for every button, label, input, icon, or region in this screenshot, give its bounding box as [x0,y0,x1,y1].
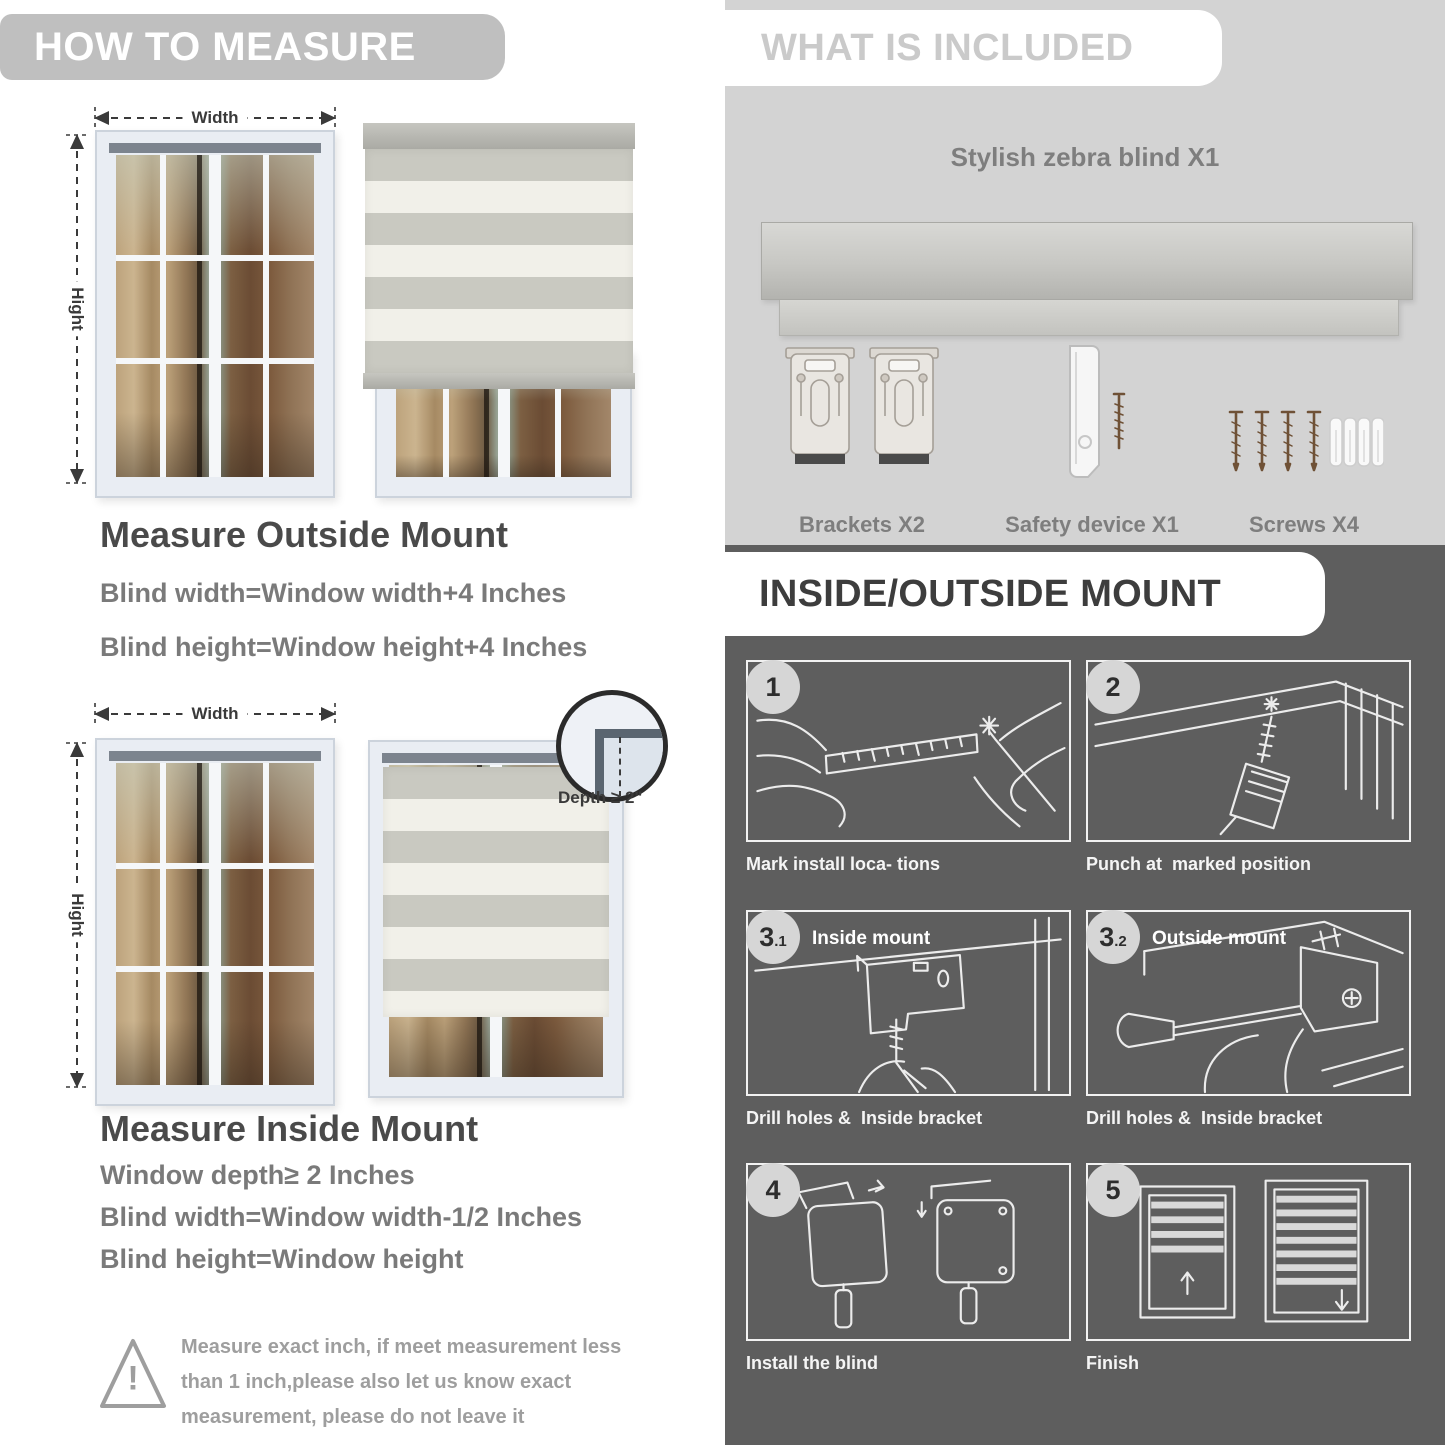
step-number-badge: 3 .2 [1086,910,1140,964]
how-to-measure-header: HOW TO MEASURE [0,14,505,80]
blind-bottom-rail [363,373,635,389]
window-illustration-inside [95,738,335,1106]
step-caption: Mark install loca- tions [746,854,941,874]
up-arrow-icon [1182,1273,1194,1295]
step-3-1 [746,910,1071,1129]
step-number-badge: 2 [1086,660,1140,714]
step-title: Outside mount [1152,928,1287,949]
step-caption: Install the blind [746,1353,879,1373]
depth-note: Depth ≥ 2" [558,788,643,807]
brackets-label: Brackets X2 [799,512,925,537]
blind-fabric [365,149,633,373]
warning-triangle-icon [98,1334,168,1414]
window-illustration-outside [95,130,335,498]
height-arrow [64,132,90,486]
step-1 [746,660,1071,875]
step-2 [1086,660,1411,875]
bracket-icon [784,342,856,472]
safety-device-icon [1064,338,1134,484]
step-number-badge: 1 [746,660,800,714]
step-caption: Drill holes & Inside bracket [1086,1108,1323,1128]
warning-exclamation: ! [127,1359,139,1398]
width-label: Width [182,108,247,128]
screw-icon [1224,408,1384,480]
inside-rule-height: Blind height=Window height [100,1244,464,1274]
outside-rule-height: Blind height=Window height+4 Inches [100,632,588,662]
outside-rule-width: Blind width=Window width+4 Inches [100,578,567,608]
height-label: Hight [67,887,87,942]
width-label: Width [182,704,247,724]
zebra-blind-outside-illustration [363,123,635,389]
blind-cassette [363,123,635,149]
step-title: Inside mount [812,928,931,949]
window-top-track [109,143,321,153]
step-3-2 [1086,910,1411,1129]
bracket-icon [868,342,940,472]
step-2-panel [1086,660,1411,842]
step-3-2-panel [1086,910,1411,1096]
inside-rule-width: Blind width=Window width-1/2 Inches [100,1202,583,1232]
window-glass [116,155,314,477]
step-5 [1086,1163,1411,1374]
step-caption: Finish [1086,1353,1139,1373]
inside-mount-heading: Measure Inside Mount [100,1108,479,1149]
step-4 [746,1163,1071,1374]
blind-headrail-illustration [761,222,1413,300]
outside-mount-heading: Measure Outside Mount [100,514,509,555]
step-number-badge: 3 .1 [746,910,800,964]
inside-rule-depth: Window depth≥ 2 Inches [100,1160,415,1190]
step-caption: Punch at marked position [1086,854,1312,874]
step-4-panel [746,1163,1071,1341]
height-label: Hight [67,281,87,336]
safety-device-label: Safety device X1 [1005,512,1179,537]
blind-headrail-bottom [779,300,1399,336]
step-number-badge: 5 [1086,1163,1140,1217]
window-top-track [109,751,321,761]
down-arrow-icon [1336,1290,1348,1310]
step-5-panel [1086,1163,1411,1341]
screws-label: Screws X4 [1248,512,1360,537]
width-arrow [92,702,338,726]
what-is-included-header: WHAT IS INCLUDED [725,10,1222,86]
step-number-badge: 4 [746,1163,800,1217]
width-arrow [92,106,338,130]
step-1-panel [746,660,1071,842]
step-caption: Drill holes & Inside bracket [746,1108,983,1128]
warning-text: Measure exact inch, if meet measurement less than 1 inch,please also let us know exact measurement, please do not leave it [181,1336,622,1428]
depth-detail-magnifier-icon [556,690,668,802]
height-arrow [64,740,90,1090]
inside-outside-mount-header: INSIDE/OUTSIDE MOUNT [725,552,1325,636]
blind-quantity-label: Stylish zebra blind X1 [950,142,1220,172]
step-3-1-panel [746,910,1071,1096]
window-glass [116,763,314,1085]
